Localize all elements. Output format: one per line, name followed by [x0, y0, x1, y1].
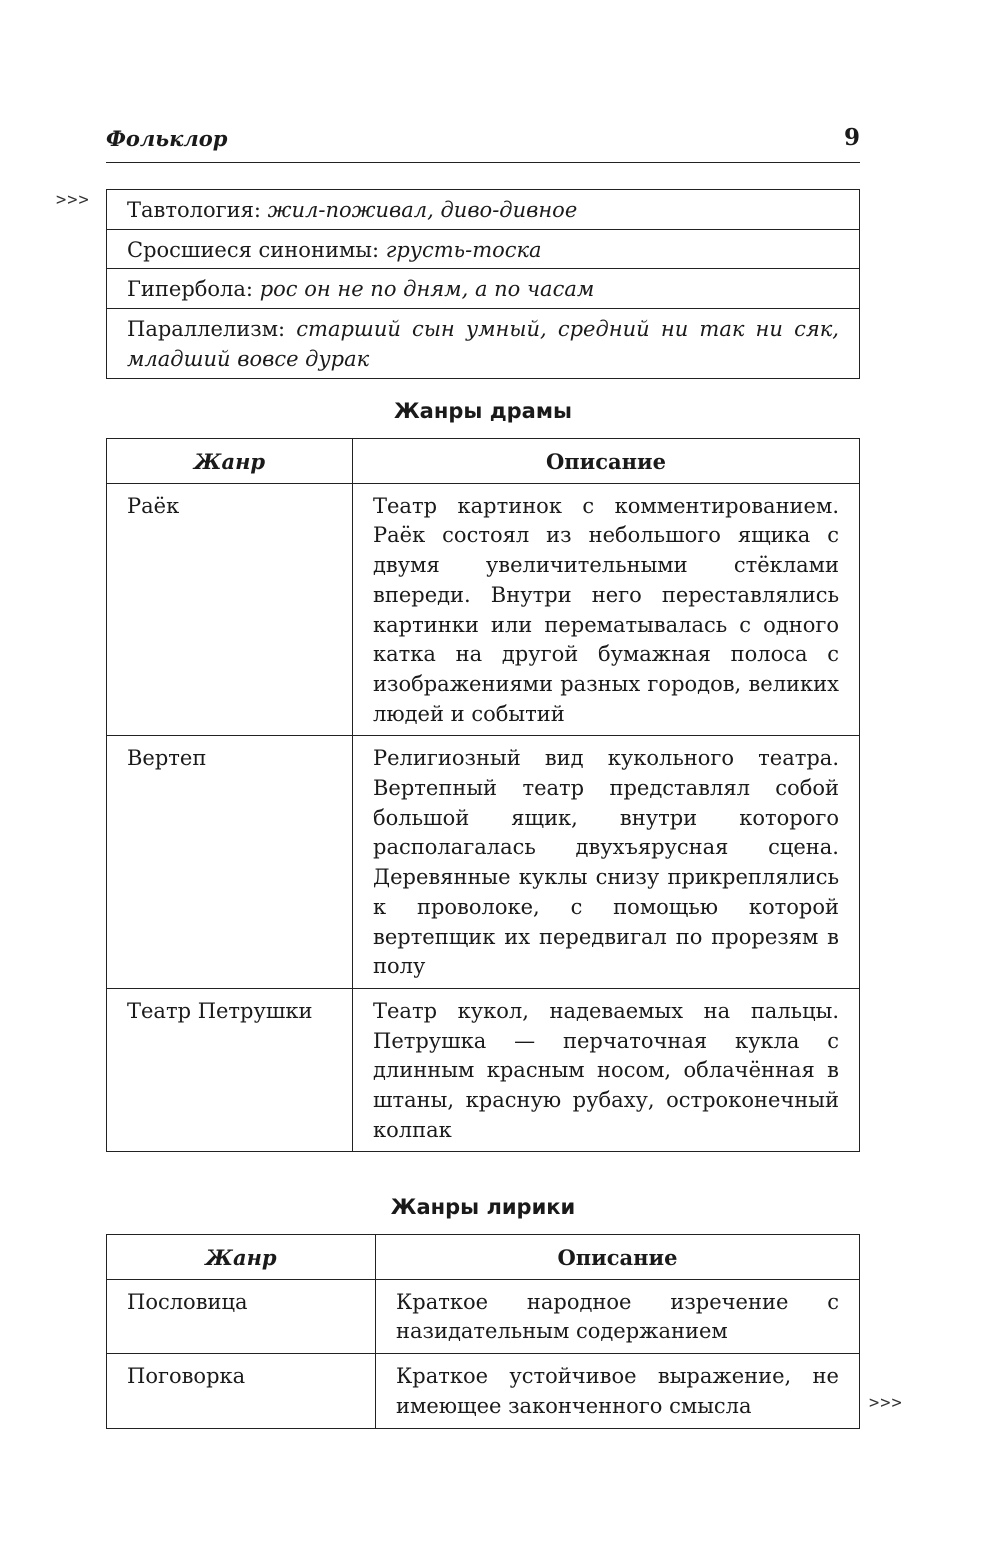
description-cell: Театр кукол, надеваемых на пальцы. Петрушка — перчаточная кукла с длинным красным носом, облачённая в штаны, красную рубаху, остроконечный колпак — [353, 988, 860, 1152]
section-title: Фольклор — [106, 126, 228, 151]
artistic-devices-table — [106, 189, 860, 379]
drama-genres-table — [106, 438, 860, 1152]
column-header-description: Описание — [376, 1235, 860, 1280]
continuation-marker-top: >>> — [56, 190, 90, 210]
lyric-table-title: Жанры лирики — [390, 1195, 576, 1219]
column-header-description: Описание — [353, 439, 860, 484]
description-cell: Религиозный вид кукольного театра. Вертепный театр представлял собой большой ящик, внутри которого располагалась двухъярусная сцена. Деревянные куклы снизу прикреплялись к проволоке, с помощью которой вертепщик их передвигал по прорезям в полу — [353, 736, 860, 989]
lyric-genres-table — [106, 1234, 860, 1429]
device-term: Тавтология: — [127, 198, 261, 222]
genre-cell: Поговорка — [107, 1354, 376, 1428]
table-row — [107, 190, 860, 230]
device-cell — [107, 229, 860, 269]
description-cell: Краткое устойчивое выражение, не имеющее законченного смысла — [376, 1354, 860, 1428]
table-row — [107, 269, 860, 309]
genre-cell: Пословица — [107, 1279, 376, 1353]
description-cell: Театр картинок с комментированием. Раёк состоял из небольшого ящика с двумя увеличительными стёклами впереди. Внутри него переставлялись картинки или перематывалась с одного катка на другой бумажная полоса с изображениями разных городов, великих людей и событий — [353, 483, 860, 736]
device-example: старший сын умный, средний ни так ни сяк, младший вовсе дурак — [127, 317, 839, 371]
table-row — [107, 309, 860, 378]
table-header-row — [107, 439, 860, 484]
device-cell — [107, 309, 860, 378]
table-row — [107, 1354, 860, 1428]
column-header-genre: Жанр — [107, 1235, 376, 1280]
device-example: грусть-тоска — [385, 237, 542, 262]
description-cell: Краткое народное изречение с назидательным содержанием — [376, 1279, 860, 1353]
device-term: Сросшиеся синонимы: — [127, 237, 380, 262]
genre-cell: Вертеп — [107, 736, 353, 989]
device-example: жил-поживал, диво-дивное — [267, 198, 578, 222]
device-cell — [107, 269, 860, 309]
device-term: Параллелизм: — [127, 317, 286, 342]
drama-table-title: Жанры драмы — [393, 399, 573, 423]
continuation-marker-bottom: >>> — [869, 1393, 903, 1413]
table-row — [107, 736, 860, 989]
device-cell — [107, 190, 860, 230]
device-example: рос он не по дням, а по часам — [259, 277, 595, 302]
genre-cell: Театр Петрушки — [107, 988, 353, 1152]
table-header-row — [107, 1235, 860, 1280]
table-row — [107, 1279, 860, 1353]
table-row — [107, 229, 860, 269]
table-row — [107, 483, 860, 736]
genre-cell: Раёк — [107, 483, 353, 736]
table-row — [107, 988, 860, 1152]
page-header — [106, 122, 860, 163]
column-header-genre: Жанр — [107, 439, 353, 484]
device-term: Гипербола: — [127, 277, 253, 302]
page-number: 9 — [843, 124, 860, 151]
